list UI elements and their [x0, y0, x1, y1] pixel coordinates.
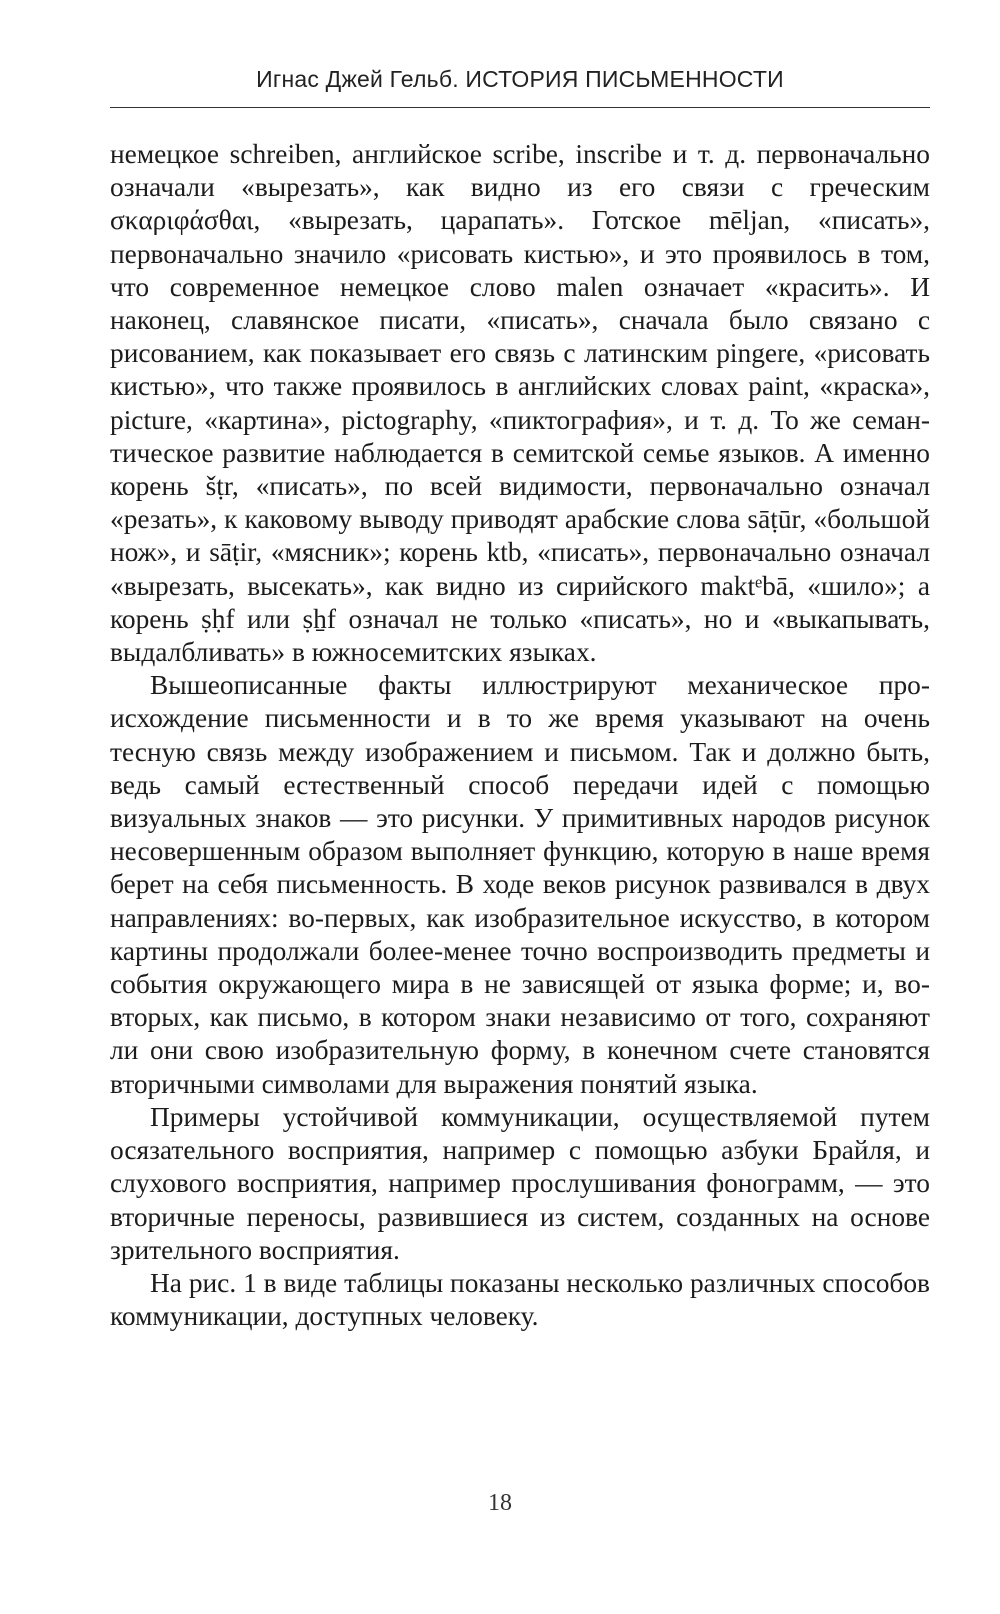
running-header-title: Игнас Джей Гельб. ИСТОРИЯ ПИСЬМЕННОСТИ — [256, 66, 784, 92]
paragraph-3: Примеры устойчивой коммуникации, осуществляемой путем осязательного восприятия, например с помощью азбуки Брайля, и слухового восприятия, например прослушивания фонограмм, — это вторичные переносы, развившиеся из систем, созданных на основе зрительного восприятия. — [110, 1101, 930, 1265]
paragraph-4: На рис. 1 в виде таблицы показаны несколько различных способов коммуникации, доступных человеку. — [110, 1267, 930, 1332]
page-number: 18 — [488, 1490, 512, 1516]
paragraph-1: немецкое schreiben, английское scribe, inscribe и т. д. первоначально означали «вырезать», как видно из его связи с греческим σκαριφάσθαι, «вырезать, царапать». Готское mēljan, «писать», первоначально значило «рисовать кистью», и это проявилось в том, что современное немецкое слово malen означает «красить». И наконец, славянское писати, «писать», сначала было связано с рисованием, как показывает его связь с латинским pingere, «рисовать кистью», что также проявилось в английских словах paint, «краска», picture, «картина», pictography, «пиктография», и т. д. То же семантическое развитие наблюдается в семитской семье языков. А именно корень šṭr, «писать», по всей видимости, первоначально означал «резать», к каковому выводу приводят арабские слова sāṭūr, «большой нож», и sāṭir, «мясник»; корень ktb, «писать», первоначально означал «вырезать, высекать», как видно из сирийского maktᵉbā, «шило»; а корень ṣḥf или ṣẖf означал не только «писать», но и «выкапывать, выдалбливать» в южносемитских языках. — [110, 139, 930, 668]
header-rule — [110, 107, 930, 108]
paragraph-2: Вышеописанные факты иллюстрируют механическое происхождение письменности и в то же время указывают на очень тесную связь между изображением и письмом. Так и должно быть, ведь самый естественный способ передачи идей с помощью визуальных знаков — это рисунки. У примитивных народов рисунок несовершенным образом выполняет функцию, которую в наше время берет на себя письменность. В ходе веков рисунок развивался в двух направлениях: во-первых, как изобразительное искусство, в котором картины продолжали более-менее точно воспроизводить предметы и события окружающего мира в не зависящей от языка форме; и, во-вторых, как письмо, в котором знаки независимо от того, сохраняют ли они свою изобразительную форму, в конечном счете становятся вторичными символами для выражения понятий языка. — [110, 670, 930, 1099]
body-text — [110, 138, 930, 1333]
